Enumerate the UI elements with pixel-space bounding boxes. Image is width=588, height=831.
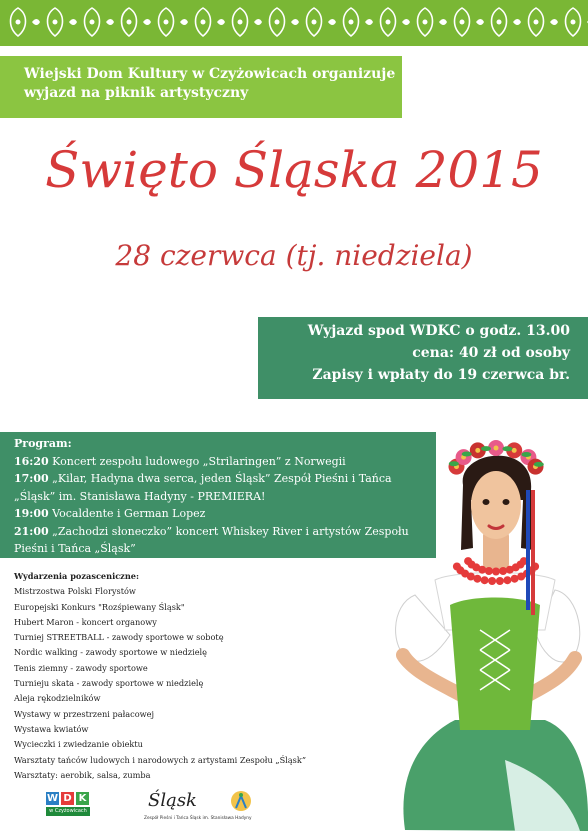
price-info: cena: 40 zł od osoby	[412, 345, 570, 361]
side-event-item: Warsztaty: aerobik, salsa, zumba	[14, 769, 151, 780]
side-event-item: Wystawa kwiatów	[14, 723, 89, 734]
program-text: Koncert zespołu ludowego „Strilaringen” z Norwegii	[48, 454, 346, 468]
folk-ornament-motif	[122, 8, 152, 36]
bead	[492, 568, 500, 576]
departure-info: Wyjazd spod WDKC o godz. 13.00	[307, 323, 570, 339]
program-item	[14, 470, 436, 488]
bead	[481, 576, 489, 584]
leaf	[481, 446, 491, 451]
side-event-item: Aleja rękodzielników	[14, 693, 101, 704]
side-event-item: Warsztaty tańców ludowych i narodowych z artystami Zespołu „Śląsk”	[14, 754, 307, 765]
leaf	[521, 452, 531, 457]
leaf	[462, 452, 472, 457]
side-events-heading: Wydarzenia pozasceniczne:	[14, 571, 140, 581]
folk-ornament-motif	[529, 8, 559, 36]
side-event-item: Europejski Konkurs "Rozśpiewany Śląsk"	[14, 601, 185, 612]
program-text: „Zachodzi słoneczko” koncert Whiskey River i artystów Zespołu	[48, 524, 409, 538]
event-title: Święto Śląska 2015	[45, 141, 543, 199]
folk-ornament-motif	[381, 8, 411, 36]
event-date: 28 czerwca (tj. niedziela)	[115, 239, 473, 272]
leaf	[449, 461, 459, 466]
folk-pattern-band	[0, 0, 588, 46]
folk-ornament-icon	[0, 0, 588, 46]
side-events-list	[14, 569, 374, 783]
side-event-item: Wycieczki i zwiedzanie obiektu	[14, 739, 143, 750]
bead	[496, 577, 504, 585]
program-box	[0, 432, 436, 558]
program-time: 21:00	[14, 524, 49, 538]
folk-ornament-motif	[11, 8, 41, 36]
bead	[485, 567, 493, 575]
program-time: 19:00	[14, 507, 49, 520]
leaf	[502, 446, 512, 451]
side-event-item: Turniej STREETBALL - zawody sportowe w sobotę	[14, 632, 224, 643]
dancers-logo-icon	[230, 790, 252, 812]
side-event-item: Tenis ziemny - zawody sportowe	[14, 662, 148, 673]
folk-ornament-motif	[196, 8, 226, 36]
signup-deadline: Zapisy i wpłaty do 19 czerwca br.	[312, 367, 570, 383]
side-event-item: Mistrzostwa Polski Florystów	[14, 586, 136, 597]
wdk-subtitle: w Czyżowicach	[46, 807, 90, 816]
folk-ornament-motif	[418, 8, 448, 36]
program-item	[14, 540, 436, 558]
bead	[473, 575, 481, 583]
flower-center	[475, 448, 480, 453]
wdk-letter-k: K	[76, 792, 89, 805]
leaf	[534, 462, 544, 467]
slask-caption: Zespół Pieśni i Tańca Śląsk im. Stanisława Hadyny	[144, 816, 252, 821]
program-item	[14, 505, 436, 523]
side-event-item: Nordic walking - zawody sportowe w niedzielę	[14, 647, 208, 658]
bead	[478, 566, 486, 574]
program-time: 17:00	[14, 472, 49, 485]
bead	[488, 577, 496, 585]
program-item	[14, 523, 436, 541]
organizer-box	[0, 56, 402, 118]
side-event-item: Turnieju skata - zawody sportowe w niedzielę	[14, 678, 204, 689]
folk-ornament-motif	[48, 8, 78, 36]
program-item	[14, 488, 436, 506]
organizer-line-1: Wiejski Dom Kultury w Czyżowicach organizuje	[24, 66, 396, 82]
trip-info-box	[258, 317, 588, 399]
folk-ornament-motif	[85, 8, 115, 36]
wdk-letter-d: D	[61, 792, 74, 805]
folk-dancer-illustration	[395, 430, 588, 831]
bead	[503, 576, 511, 584]
left-eye	[483, 499, 490, 505]
right-eye	[503, 499, 510, 505]
folk-ornament-motif	[492, 8, 522, 36]
wdk-logo	[46, 792, 90, 824]
program-text: Vocaldente i German Lopez	[48, 507, 206, 520]
ribbon-blue	[526, 490, 530, 610]
folk-ornament-motif	[159, 8, 189, 36]
organizer-line-2: wyjazd na piknik artystyczny	[24, 85, 249, 101]
folk-ornament-motif	[270, 8, 300, 36]
folk-ornament-motif	[233, 8, 263, 36]
flower-center	[494, 446, 499, 451]
bead	[499, 567, 507, 575]
flower-center	[512, 448, 517, 453]
ribbon-red	[531, 490, 535, 615]
bodice-shape	[450, 598, 540, 731]
program-time: 16:20	[14, 454, 49, 468]
folk-ornament-motif	[455, 8, 485, 36]
wdk-letter-w: W	[46, 793, 59, 804]
side-event-item: Wystawy w przestrzeni pałacowej	[14, 708, 155, 719]
program-heading: Program:	[14, 437, 72, 450]
side-event-item: Hubert Maron - koncert organowy	[14, 616, 157, 627]
program-text: „Śląsk” im. Stanisława Hadyny - PREMIERA!	[14, 489, 266, 503]
folk-ornament-motif	[344, 8, 374, 36]
program-text: Pieśni i Tańca „Śląsk”	[14, 542, 136, 555]
slask-signature: Śląsk	[148, 790, 197, 811]
folk-ornament-motif	[307, 8, 337, 36]
slask-logo	[144, 790, 250, 828]
program-item	[14, 453, 436, 471]
program-text: „Kilar, Hadyna dwa serca, jeden Śląsk” Zespół Pieśni i Tańca	[48, 472, 392, 485]
folk-ornament-motif	[566, 8, 588, 36]
